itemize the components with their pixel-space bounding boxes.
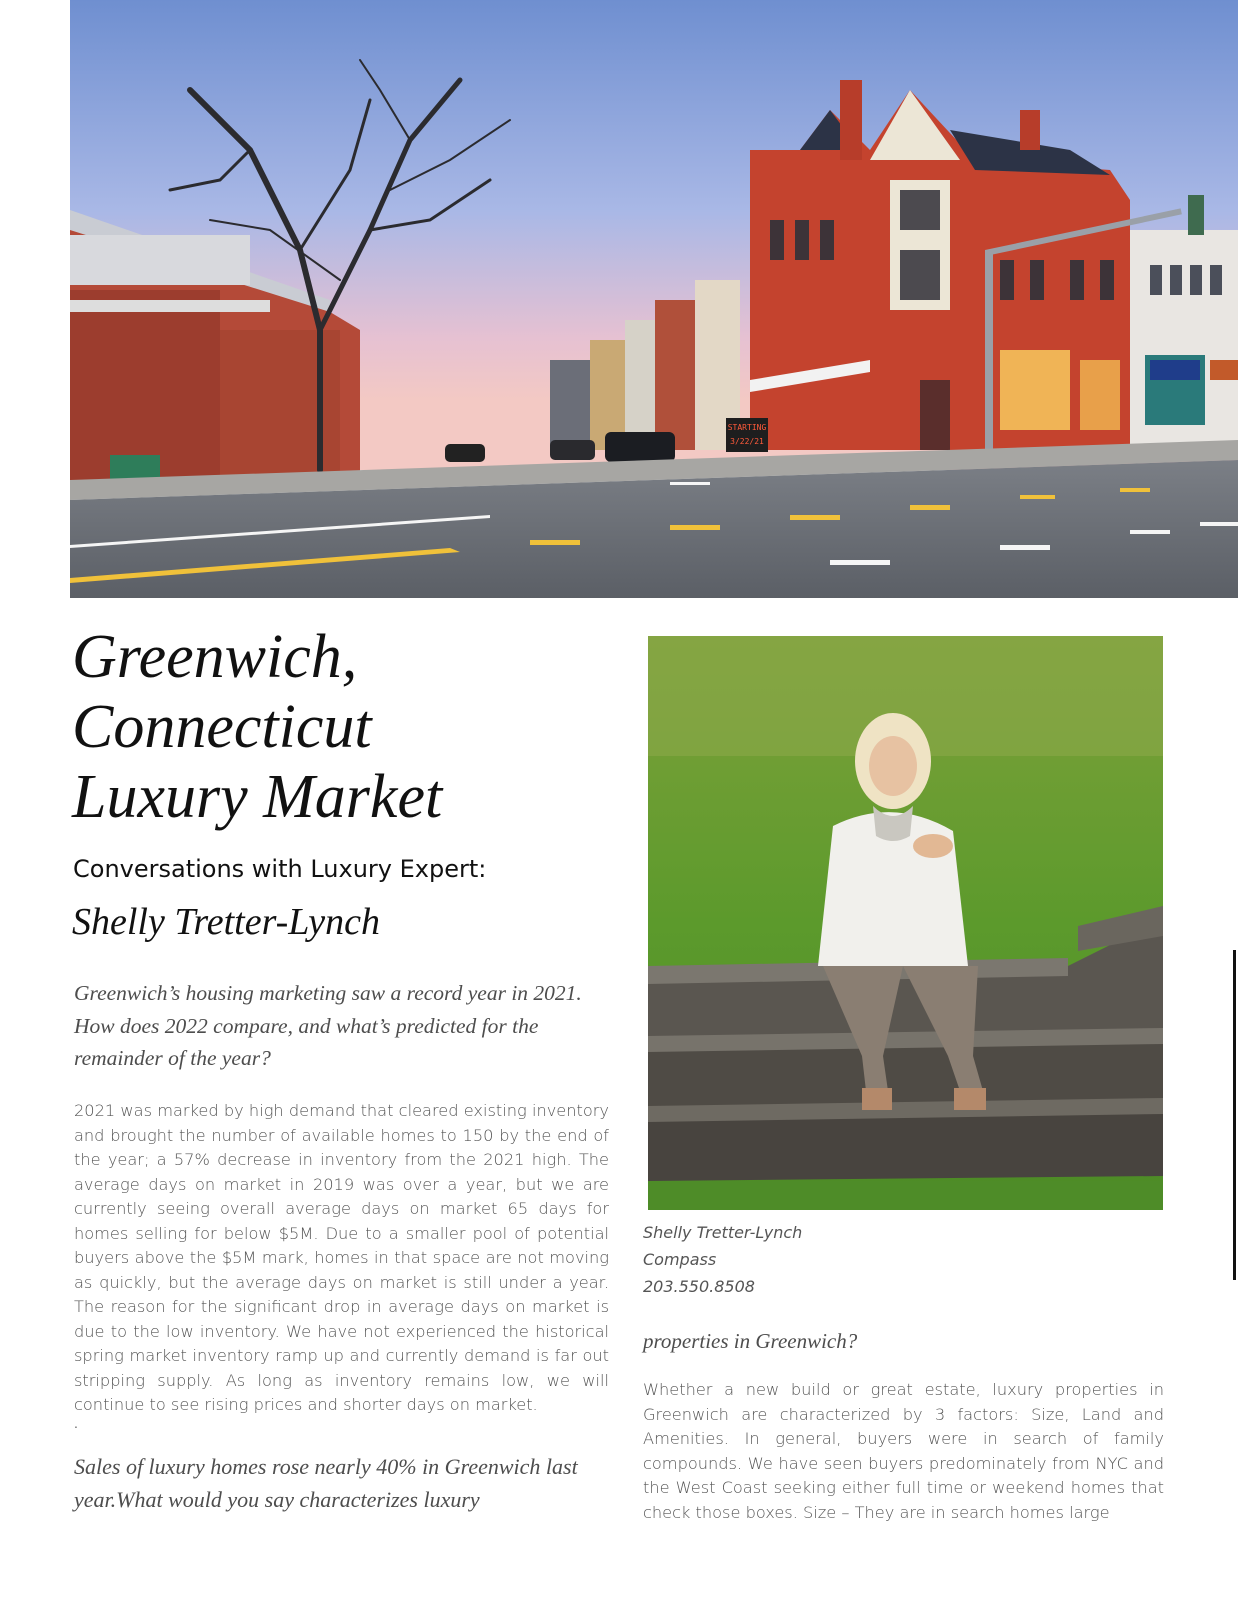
title-line-2: Connecticut bbox=[72, 693, 372, 761]
page-edge-rule bbox=[1233, 950, 1236, 1280]
title-line-3: Luxury Market bbox=[72, 763, 443, 831]
sign-line-1: STARTING bbox=[727, 423, 767, 432]
portrait-image bbox=[648, 636, 1163, 1210]
article-subtitle: Conversations with Luxury Expert: bbox=[73, 855, 487, 883]
caption-company: Compass bbox=[643, 1250, 717, 1269]
portrait-photo bbox=[648, 636, 1163, 1210]
article-title bbox=[72, 622, 592, 832]
question-2-continued: properties in Greenwich? bbox=[643, 1329, 858, 1353]
title-line-1: Greenwich, bbox=[72, 623, 358, 691]
separator-dot: . bbox=[74, 1415, 78, 1431]
question-1: Greenwich’s housing marketing saw a record year in 2021. How does 2022 compare, and what’s predicted for the remainder of the year? bbox=[74, 981, 582, 1070]
answer-2: Whether a new build or great estate, luxury properties in Greenwich are characterized by 3 factors: Size, Land and Amenities. In general, buyers were in search of family compounds. We have seen buyers predominately from NYC and the West Coast seeking either full time or weekend homes that check those boxes. Size – They are in search homes large bbox=[643, 1380, 1164, 1522]
caption-name: Shelly Tretter-Lynch bbox=[643, 1223, 803, 1242]
answer-1: 2021 was marked by high demand that cleared existing inventory and brought the number of available homes to 150 by the end of the year; a 57% decrease in inventory from the 2021 high. The average days on market in 2019 was over a year, but we are currently seeing overall average days on market 65 days for homes selling for below $5M. Due to a smaller pool of potential buyers above the $5M mark, homes in that space are not moving as quickly, but the average days on market is still under a year. The reason for the significant drop in average days on market is due to the low inventory. We have not experienced the historical spring market inventory ramp up and currently demand is far out stripping supply. As long as inventory remains low, we will continue to see rising prices and shorter days on market. bbox=[74, 1101, 609, 1414]
street-scene-image bbox=[70, 0, 1238, 598]
sign-line-2: 3/22/21 bbox=[730, 437, 764, 446]
expert-name: Shelly Tretter-Lynch bbox=[72, 901, 381, 943]
hero-street-photo bbox=[70, 0, 1238, 598]
caption-phone: 203.550.8508 bbox=[643, 1277, 755, 1296]
photo-caption bbox=[643, 1219, 802, 1300]
question-2: Sales of luxury homes rose nearly 40% in Greenwich last year.What would you say characterizes luxury bbox=[74, 1454, 578, 1512]
